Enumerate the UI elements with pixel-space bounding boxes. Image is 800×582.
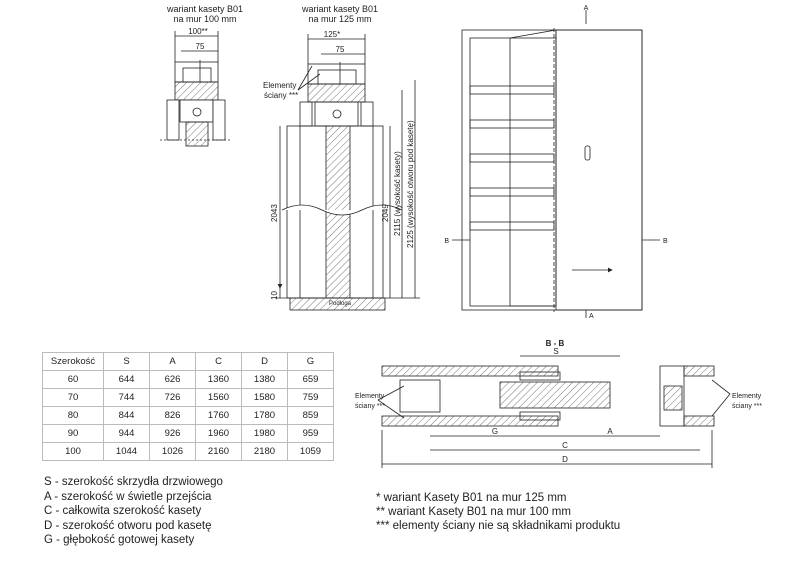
table-cell: 1026	[150, 443, 196, 461]
section-b-right: B	[663, 238, 668, 245]
table-cell: 1044	[104, 443, 150, 461]
dim-100-outer: 100**	[188, 27, 208, 36]
table-cell: 759	[288, 389, 334, 407]
dim-125-outer: 125*	[323, 30, 341, 39]
table-cell: 944	[104, 425, 150, 443]
table-cell: 2160	[196, 443, 242, 461]
dim-s: S	[553, 347, 559, 356]
footnote: *** elementy ściany nie są składnikami produktu	[376, 520, 621, 532]
table-cell: 100	[43, 443, 104, 461]
legend	[44, 475, 223, 548]
legend-item: C - całkowita szerokość kasety	[44, 505, 202, 517]
table-cell: 1380	[242, 371, 288, 389]
table-row	[43, 371, 334, 389]
table-row	[43, 389, 334, 407]
dim-2043: 2043	[270, 204, 279, 222]
table-row	[43, 443, 334, 461]
section-wall-left-1: Elementy	[355, 393, 385, 400]
front-view	[452, 10, 660, 318]
section-bb	[378, 356, 730, 468]
header-d: D	[242, 353, 288, 371]
legend-item: D - szerokość otworu pod kasetę	[44, 519, 212, 532]
table-row	[43, 425, 334, 443]
footnotes	[376, 491, 620, 533]
legend-item: S - szerokość skrzydła drzwiowego	[44, 476, 223, 488]
dim-a: A	[607, 427, 613, 436]
section-a-top: A	[583, 5, 589, 12]
dim-2125: 2125 (wysokość otworu pod kasetę)	[406, 120, 415, 248]
caption-line: na mur 125 mm	[308, 14, 372, 24]
dim-c: C	[562, 441, 568, 450]
dim-g: G	[491, 427, 499, 436]
dim-100-inner: 75	[195, 42, 205, 51]
section-a-bottom: A	[589, 313, 594, 320]
footnote: * wariant Kasety B01 na mur 125 mm	[376, 492, 567, 504]
table-cell: 2180	[242, 443, 288, 461]
table-cell: 959	[288, 425, 334, 443]
table-cell: 826	[150, 407, 196, 425]
table-cell: 726	[150, 389, 196, 407]
dimensions-table	[42, 352, 334, 461]
section-wall-left-2: ściany ***	[355, 403, 385, 410]
table-cell: 1580	[242, 389, 288, 407]
table-cell: 70	[43, 389, 104, 407]
table-cell: 1059	[288, 443, 334, 461]
header-s: S	[104, 353, 150, 371]
header-a: A	[150, 353, 196, 371]
section-b-left: B	[444, 238, 449, 245]
table-cell: 1980	[242, 425, 288, 443]
header-c: C	[196, 353, 242, 371]
header-g: G	[288, 353, 334, 371]
section-bb-title: B - B	[545, 339, 565, 348]
table-cell: 1360	[196, 371, 242, 389]
table-header-row	[43, 353, 334, 371]
header-szerokosc: Szerokość	[43, 353, 104, 371]
section-wall-right-1: Elementy	[732, 393, 762, 400]
legend-item: G - głębokość gotowej kasety	[44, 534, 195, 546]
section-wall-right-2: ściany ***	[732, 403, 762, 410]
dim-2115: 2115 (wysokość kasety)	[393, 151, 402, 236]
table-cell: 659	[288, 371, 334, 389]
table-row	[43, 407, 334, 425]
dim-2049: 2049	[381, 204, 390, 222]
table-cell: 80	[43, 407, 104, 425]
legend-item: A - szerokość w świetle przejścia	[44, 490, 212, 503]
wall-label-2: ściany ***	[264, 91, 299, 100]
footnote: ** wariant Kasety B01 na mur 100 mm	[376, 506, 571, 518]
table-cell: 1560	[196, 389, 242, 407]
table-cell: 844	[104, 407, 150, 425]
caption-line: wariant kasety B01	[301, 4, 379, 14]
table-cell: 90	[43, 425, 104, 443]
table-cell: 60	[43, 371, 104, 389]
dim-d: D	[562, 455, 568, 464]
table-cell: 926	[150, 425, 196, 443]
table-cell: 1760	[196, 407, 242, 425]
table-cell: 744	[104, 389, 150, 407]
dim-125-inner: 75	[335, 45, 345, 54]
caption-line: na mur 100 mm	[173, 14, 237, 24]
table-cell: 644	[104, 371, 150, 389]
dim-10: 10	[270, 291, 279, 300]
caption-line: wariant kasety B01	[166, 4, 244, 14]
wall-label-1: Elementy	[263, 81, 297, 90]
floor-label: Podłoga	[328, 301, 352, 307]
table-cell: 1780	[242, 407, 288, 425]
table-cell: 859	[288, 407, 334, 425]
table-cell: 1960	[196, 425, 242, 443]
table-cell: 626	[150, 371, 196, 389]
